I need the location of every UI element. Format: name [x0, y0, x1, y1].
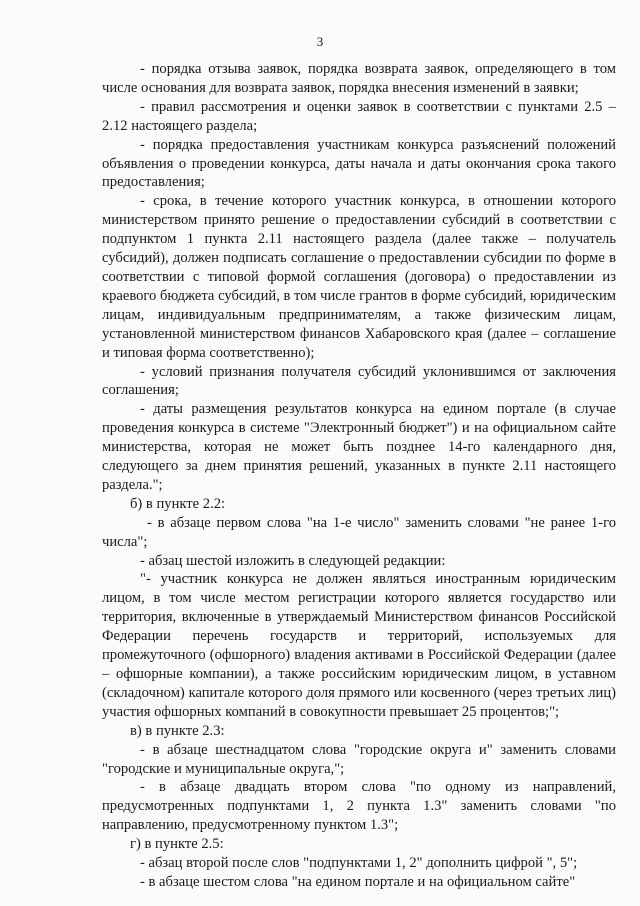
page-number: 3: [316, 34, 324, 49]
paragraph: - абзац шестой изложить в следующей редакции:: [140, 552, 446, 569]
paragraph: - правил рассмотрения и оценки заявок в соответствии с пунктами 2.5 – 2.12 настоящего раздела;: [102, 98, 616, 134]
paragraph: - в абзаце шестом слова "на едином портале и на официальном сайте": [140, 873, 576, 890]
paragraph: в) в пункте 2.3:: [130, 722, 225, 739]
paragraph: - порядка отзыва заявок, порядка возврата заявок, определяющего в том числе основания для возврата заявок, порядка внесения изменений в заявки;: [102, 61, 616, 96]
paragraph: - в абзаце шестнадцатом слова "городские округа и" заменить словами "городские и муниципальные округа,";: [102, 741, 616, 777]
paragraph: б) в пункте 2.2:: [130, 495, 226, 512]
paragraph: - абзац второй после слов "подпунктами 1, 2" дополнить цифрой ", 5";: [140, 855, 578, 872]
document-body: [102, 60, 616, 892]
paragraph: - порядка предоставления участникам конкурса разъяснений положений объявления о проведении конкурса, даты начала и даты окончания срока такого предоставления;: [102, 136, 616, 191]
paragraph: - в абзаце первом слова "на 1-е число" заменить словами "не ранее 1-го числа";: [102, 514, 616, 550]
paragraph: г) в пункте 2.5:: [130, 836, 224, 853]
paragraph: - даты размещения результатов конкурса на едином портале (в случае проведения конкурса в системе "Электронный бюджет") и на официальном сайте министерства, которая не может быть позднее 14-го календарного дня, следующего за днем принятия решений, указанных в пункте 2.11 настоящего раздела.";: [102, 401, 616, 493]
paragraph: "- участник конкурса не должен являться иностранным юридическим лицом, в том числе местом регистрации которого является государство или территория, включенные в утверждаемый Министерством финансов Российской Федерации перечень государств и территорий, используемых для промежуточного (офшорного) владения активами в Российской Федерации (далее – офшорные компании), а также российским юридическим лицом, в уставном (складочном) капитале которого доля прямого или косвенного (через третьих лиц) участия офшорных компаний в совокупности превышает 25 процентов;";: [102, 571, 616, 720]
paragraph: - условий признания получателя субсидий уклонившимся от заключения соглашения;: [102, 363, 616, 399]
paragraph: - в абзаце двадцать втором слова "по одному из направлений, предусмотренных подпунктами 1, 2 пункта 1.3" заменить словами "по направлению, предусмотренному пунктом 1.3";: [102, 779, 616, 834]
paragraph: - срока, в течение которого участник конкурса, в отношении которого министерством принято решение о предоставлении субсидий в соответствии с подпунктом 1 пункта 2.11 настоящего раздела (далее также – получатель субсидий), должен подписать соглашение о предоставлении субсидии по форме в соответствии с типовой формой соглашения (договора) о предоставлении из краевого бюджета субсидий, в том числе грантов в форме субсидий, юридическим лицам, индивидуальным предпринимателям, а также физическим лицам, установленной министерством финансов Хабаровского края (далее – соглашение и типовая форма соответственно);: [102, 193, 616, 361]
